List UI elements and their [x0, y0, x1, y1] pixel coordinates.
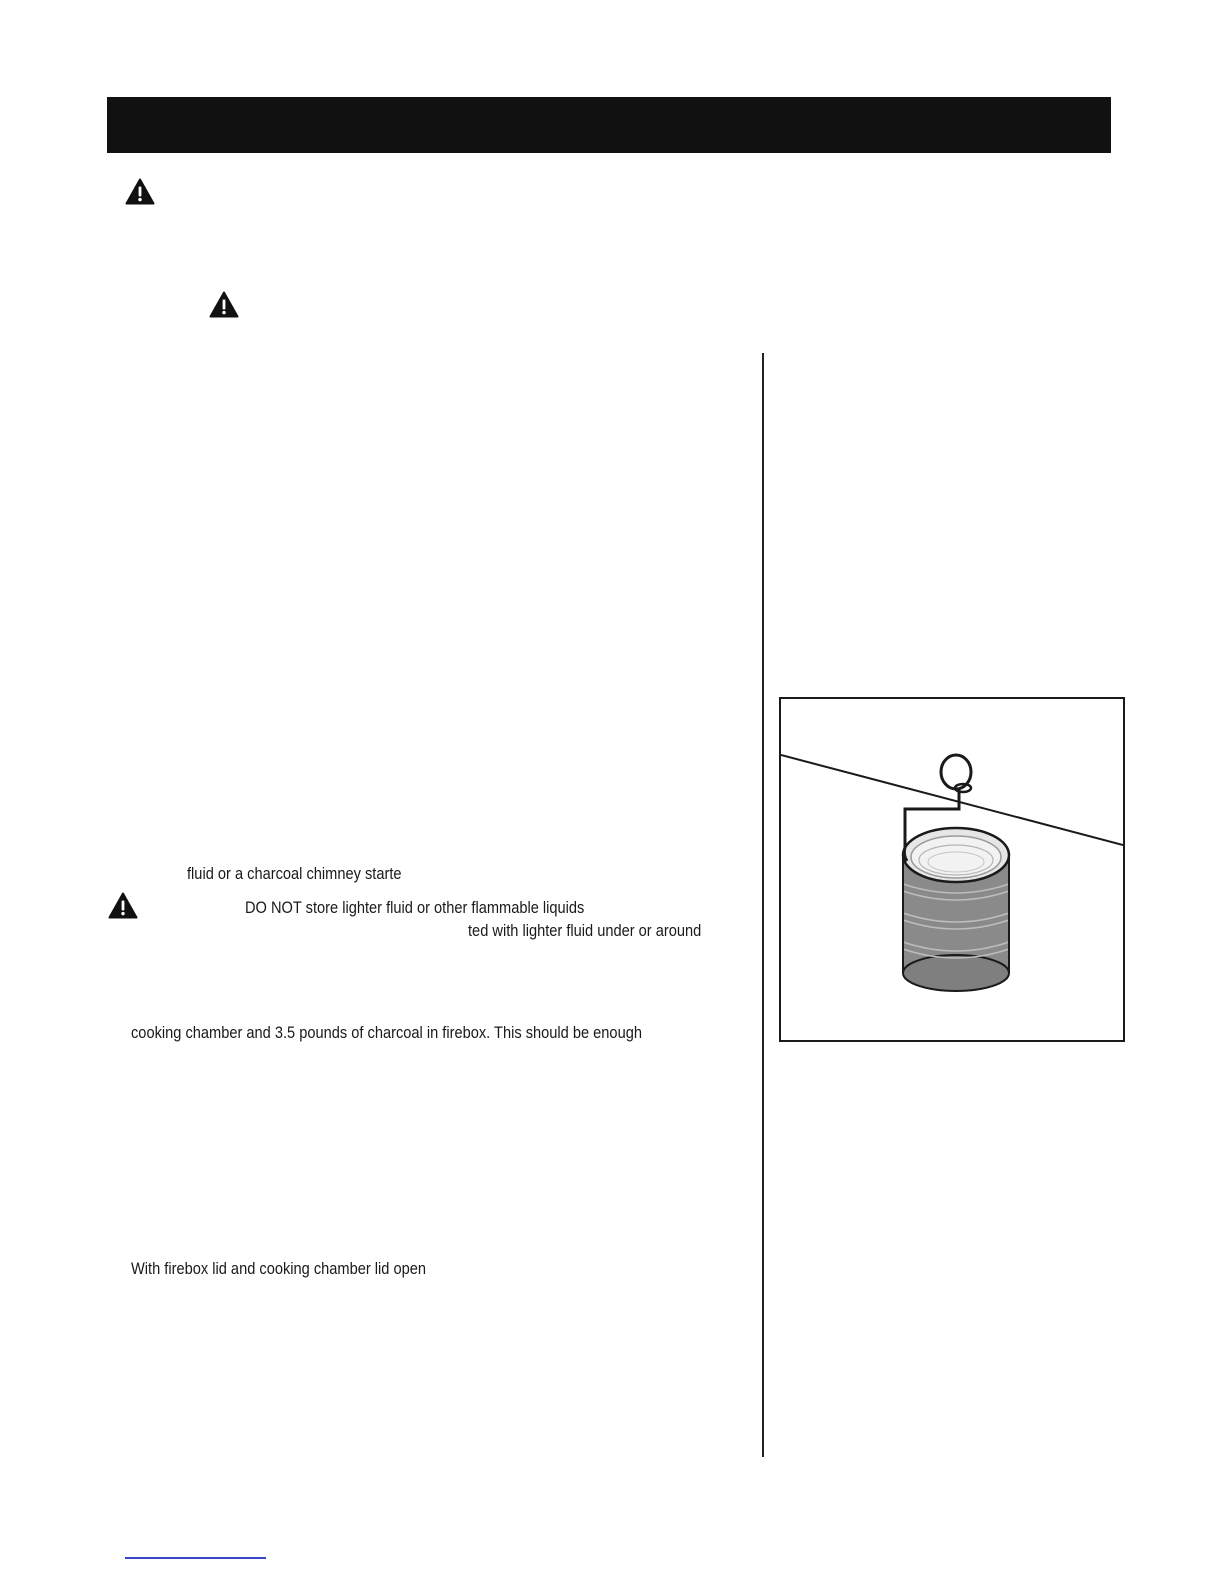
warning-triangle-icon	[209, 291, 239, 318]
footer-link-underline[interactable]	[125, 1557, 266, 1559]
column-divider	[762, 353, 764, 1457]
warning-text-line: ted with lighter fluid under or around	[468, 921, 702, 940]
warning-triangle-icon	[125, 178, 155, 205]
body-text-line: cooking chamber and 3.5 pounds of charcoal in firebox. This should be enough	[131, 1023, 642, 1042]
grease-can-figure	[779, 697, 1125, 1042]
body-text-line: fluid or a charcoal chimney starte	[187, 864, 402, 883]
body-text-line: With firebox lid and cooking chamber lid open	[131, 1259, 427, 1278]
grease-can-hanging-under-grill-icon	[781, 699, 1123, 1040]
warning-text-line: DO NOT store lighter fluid or other flammable liquids	[245, 898, 585, 917]
section-header-bar	[107, 97, 1111, 153]
warning-triangle-icon	[108, 892, 138, 919]
